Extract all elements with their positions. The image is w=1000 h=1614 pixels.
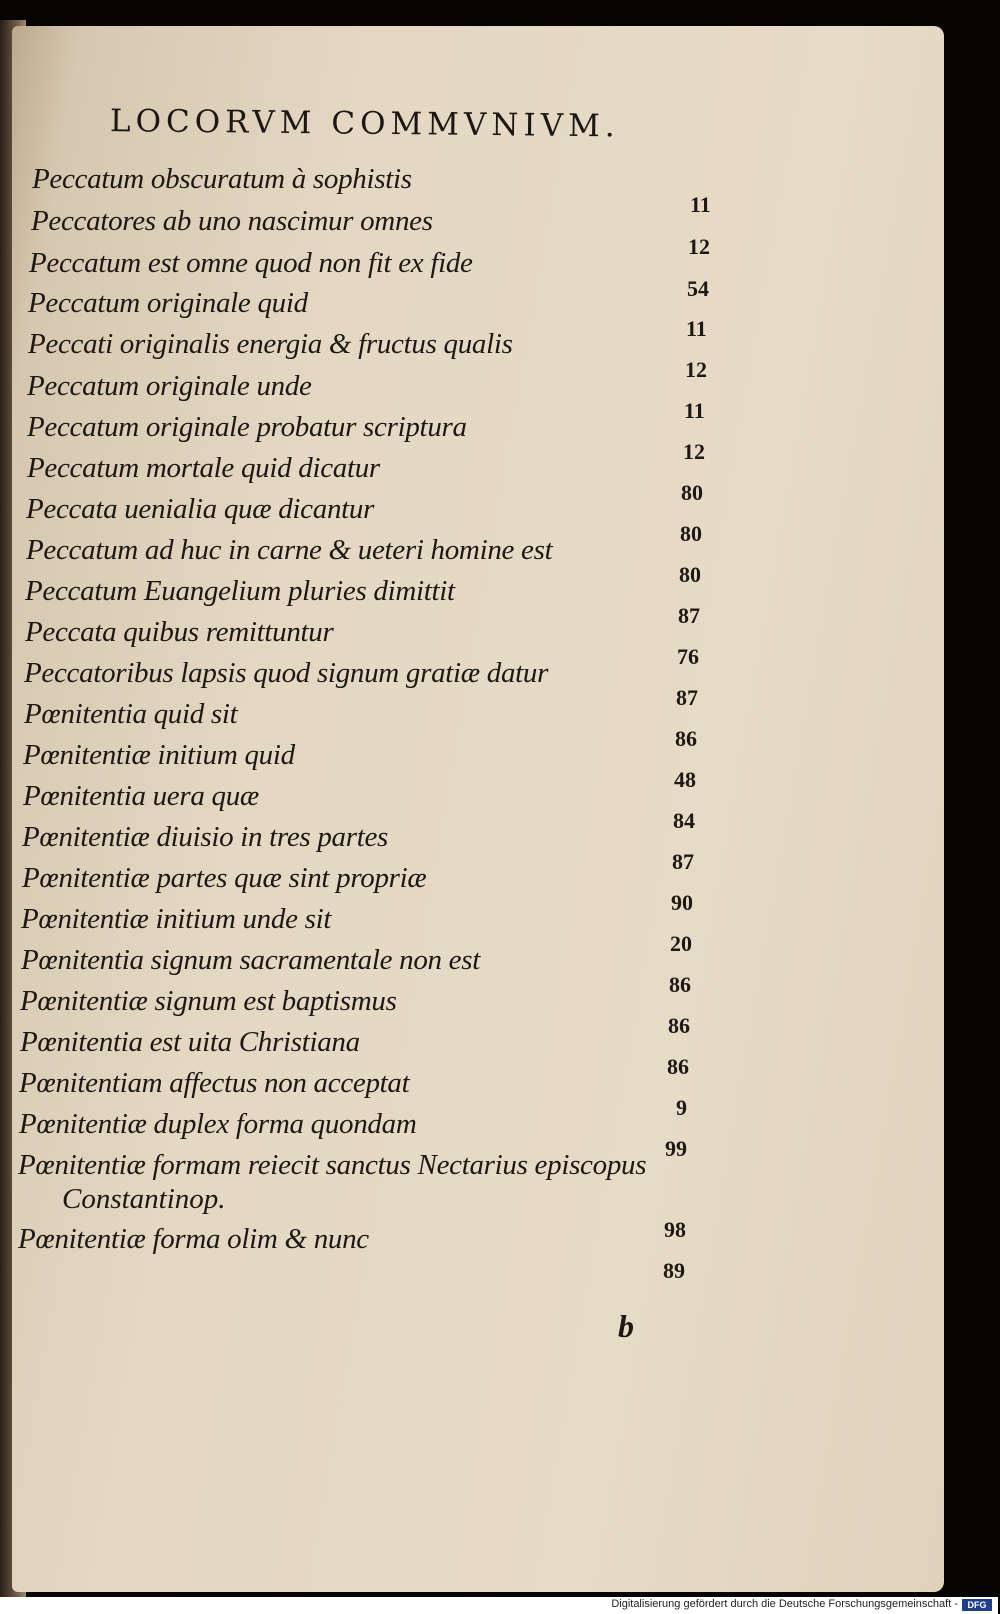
index-entry: Pœnitentia quid sit (24, 698, 238, 730)
page-number: 20 (670, 931, 692, 956)
index-entry: Pœnitentiæ formam reiecit sanctus Nectarius episcopus (18, 1149, 647, 1181)
page-number: 80 (679, 562, 701, 587)
index-entry: Peccata quibus remittuntur (25, 616, 334, 648)
index-entry: Pœnitentiam affectus non acceptat (19, 1067, 410, 1099)
page-number: 87 (672, 849, 694, 874)
index-entry: Peccatum est omne quod non fit ex fide (29, 247, 473, 279)
page-number: 99 (665, 1136, 687, 1161)
index-entry: Pœnitentia signum sacramentale non est (21, 944, 481, 976)
index-entry: Pœnitentia uera quæ (23, 780, 259, 812)
digitization-footer (0, 1597, 998, 1614)
index-entry-continuation: Constantinop. (62, 1183, 226, 1215)
dfg-logo: DFG (962, 1599, 992, 1611)
page-number: 9 (676, 1095, 687, 1120)
index-entry: Peccatoribus lapsis quod signum gratiæ datur (24, 657, 549, 689)
page-number: 11 (686, 316, 707, 341)
signature-mark: b (618, 1308, 634, 1344)
index-entry: Peccatum obscuratum à sophistis (32, 163, 412, 195)
index-entry: Pœnitentiæ initium quid (23, 739, 295, 771)
page-number: 80 (681, 480, 703, 505)
index-entry: Pœnitentiæ forma olim & nunc (18, 1223, 369, 1255)
index-entry: Peccatum Euangelium pluries dimittit (25, 575, 455, 607)
index-entry: Pœnitentiæ signum est baptismus (20, 985, 397, 1017)
page-number: 84 (673, 808, 695, 833)
page-number: 12 (685, 357, 707, 382)
page-number: 76 (677, 644, 699, 669)
page-number: 86 (675, 726, 697, 751)
index-entry: Pœnitentiæ partes quæ sint propriæ (22, 862, 427, 894)
index-entry: Peccatum originale unde (27, 370, 312, 402)
index-entry: Peccata uenialia quæ dicantur (26, 493, 375, 525)
running-header: LOCORVM COMMVNIVM. (109, 103, 620, 145)
page-number: 12 (683, 439, 705, 464)
index-entry: Pœnitentia est uita Christiana (20, 1026, 360, 1058)
index-entry: Pœnitentiæ duplex forma quondam (19, 1108, 417, 1140)
page-number: 12 (688, 234, 710, 259)
page-number: 80 (680, 521, 702, 546)
page-number: 11 (684, 398, 705, 423)
index-entry: Peccatum ad huc in carne & ueteri homine est (26, 534, 553, 566)
page-number: 11 (690, 192, 711, 217)
page-number: 48 (674, 767, 696, 792)
index-entry: Peccatores ab uno nascimur omnes (31, 205, 433, 237)
index-entry: Peccati originalis energia & fructus qualis (28, 328, 513, 360)
page-number: 89 (663, 1258, 685, 1283)
page-number: 86 (667, 1054, 689, 1079)
index-entry: Peccatum originale quid (28, 287, 308, 319)
page-number: 86 (669, 972, 691, 997)
index-entry: Pœnitentiæ initium unde sit (21, 903, 332, 935)
page-number: 87 (676, 685, 698, 710)
index-entry: Peccatum originale probatur scriptura (27, 411, 467, 443)
page-number: 90 (671, 890, 693, 915)
index-entry: Pœnitentiæ diuisio in tres partes (22, 821, 389, 853)
footer-text: Digitalisierung gefördert durch die Deutsche Forschungsgemeinschaft - (611, 1598, 958, 1610)
index-entry: Peccatum mortale quid dicatur (27, 452, 380, 484)
page-number: 54 (687, 276, 709, 301)
page-number: 86 (668, 1013, 690, 1038)
page-number: 98 (664, 1217, 686, 1242)
page-number: 87 (678, 603, 700, 628)
